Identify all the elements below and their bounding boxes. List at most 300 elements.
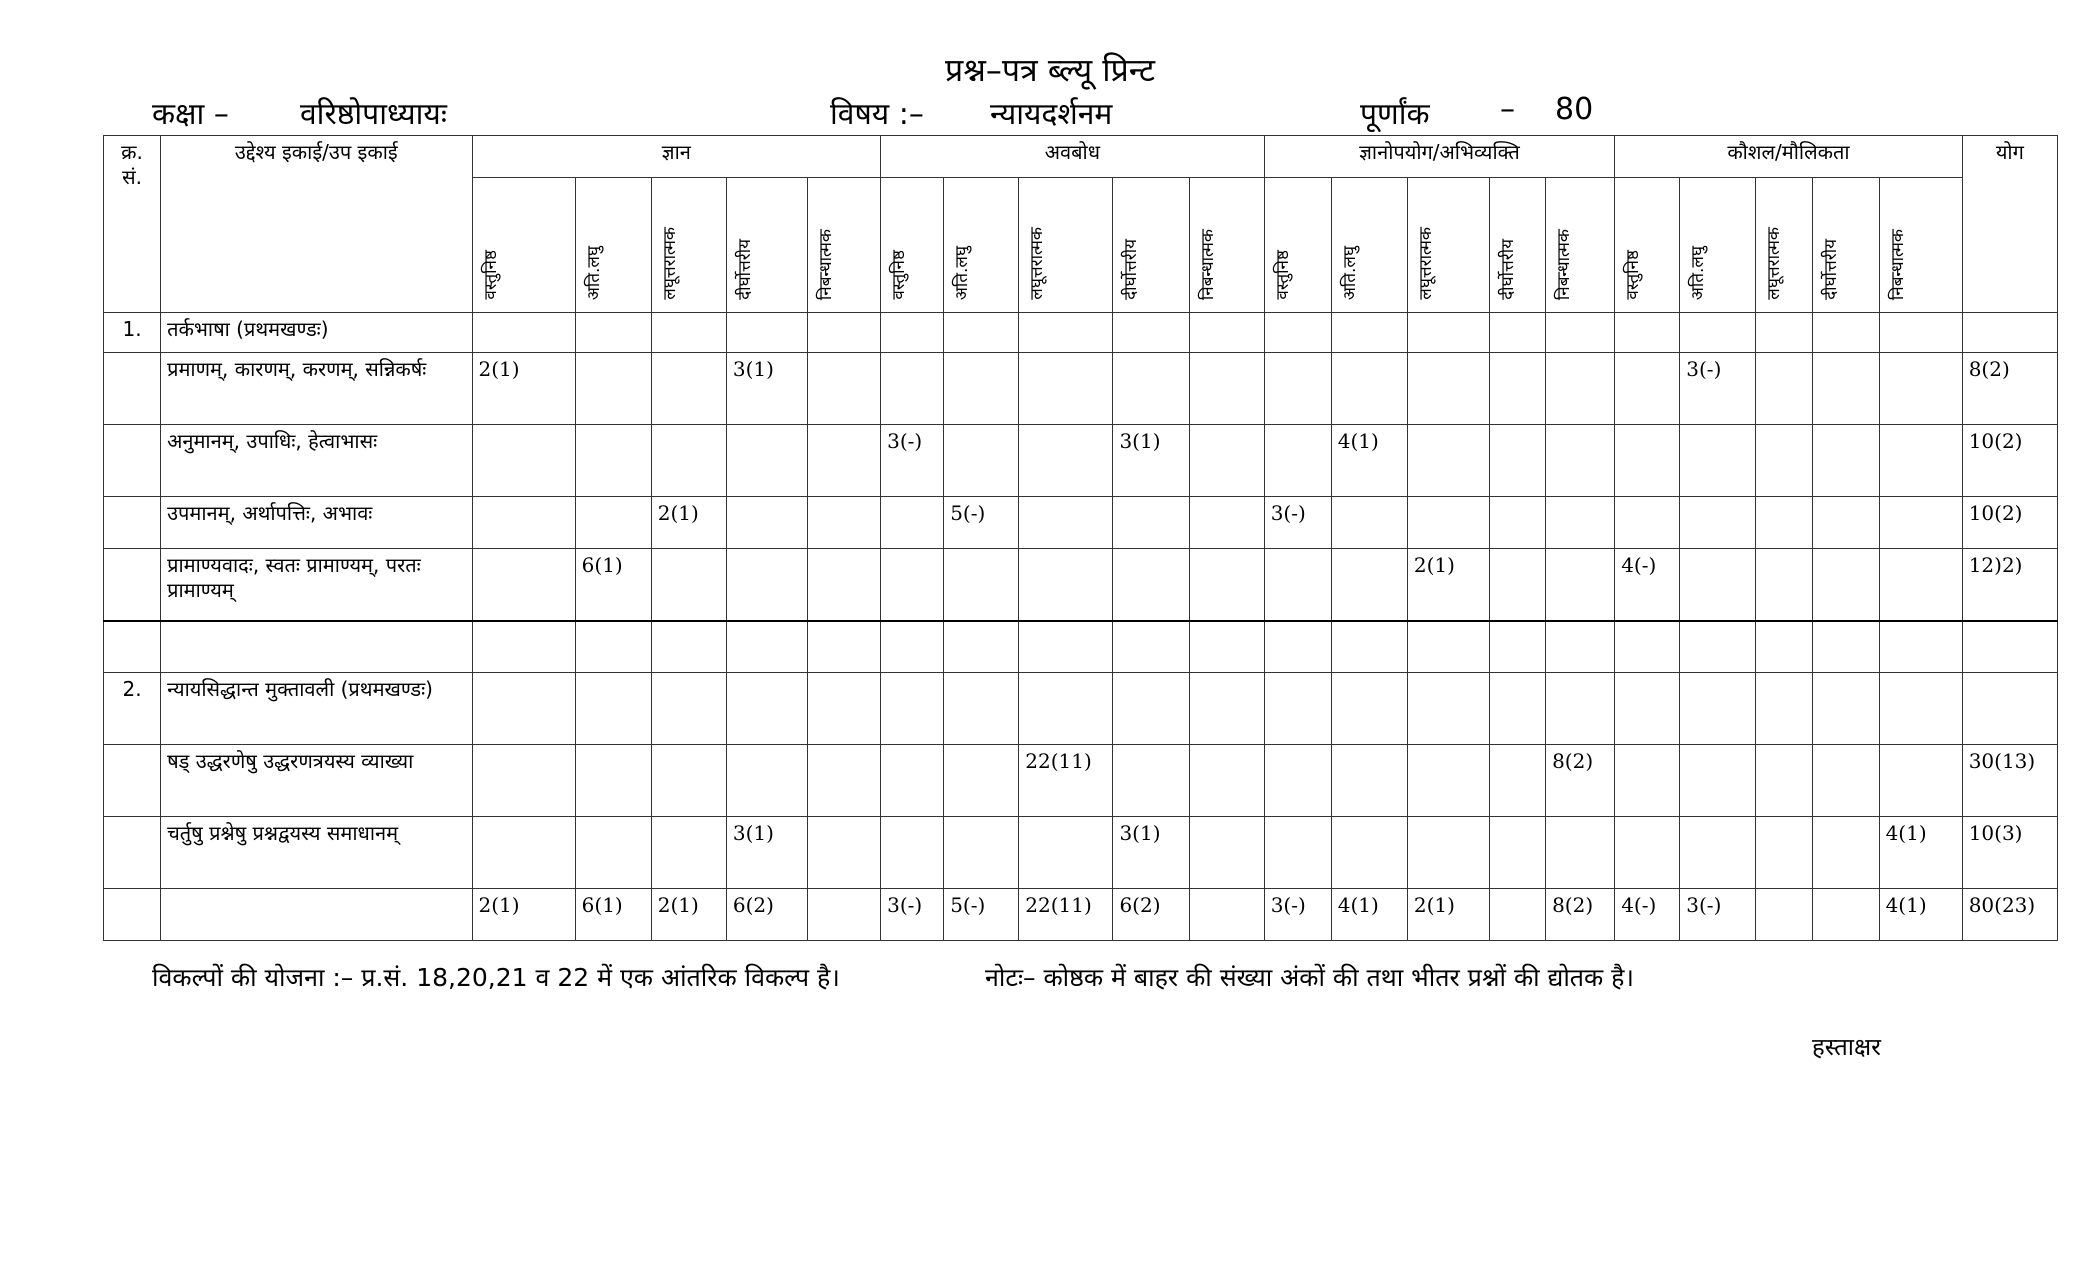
score-cell (1680, 549, 1756, 621)
subheader-label: वस्तुनिष्ठ (1272, 250, 1293, 300)
score-cell (1680, 745, 1756, 817)
score-cell (1264, 621, 1331, 673)
score-cell (1189, 673, 1264, 745)
total-cell (1962, 621, 2057, 673)
score-cell (651, 817, 726, 889)
score-cell (1189, 549, 1264, 621)
serial-number (104, 425, 161, 497)
score-cell (472, 817, 575, 889)
total-cell: 80(23) (1962, 889, 2057, 941)
score-cell (1615, 621, 1680, 673)
score-cell (1113, 621, 1189, 673)
subheader-label: वस्तुनिष्ठ (480, 250, 501, 300)
subheader-cell (1490, 178, 1546, 313)
score-cell (575, 353, 651, 425)
signature-label: हस्ताक्षर (1812, 1033, 1881, 1061)
score-cell (1756, 889, 1813, 941)
total-cell: 8(2) (1962, 353, 2057, 425)
unit-name: प्रामाण्यवादः, स्वतः प्रामाण्यम्, परतः प्रामाण्यम् (161, 549, 472, 621)
subheader-cell (1615, 178, 1680, 313)
score-cell (1331, 817, 1407, 889)
unit-name: तर्कभाषा (प्रथमखण्डः) (161, 313, 472, 353)
score-cell: 6(2) (1113, 889, 1189, 941)
score-cell: 8(2) (1546, 745, 1615, 817)
unit-name: न्यायसिद्धान्त मुक्तावली (प्रथमखण्डः) (161, 673, 472, 745)
score-cell (651, 353, 726, 425)
score-cell: 3(-) (1264, 497, 1331, 549)
score-cell (575, 673, 651, 745)
score-cell (1019, 549, 1113, 621)
serial-number (104, 549, 161, 621)
score-cell (1680, 425, 1756, 497)
marks-value: 80 (1555, 92, 1594, 127)
score-cell (1813, 621, 1879, 673)
score-cell: 3(-) (1680, 353, 1756, 425)
score-cell (1813, 549, 1879, 621)
score-cell (944, 549, 1019, 621)
serial-number (104, 745, 161, 817)
score-cell (575, 817, 651, 889)
score-cell (1615, 817, 1680, 889)
subheader-cell (472, 178, 575, 313)
score-cell: 4(1) (1331, 889, 1407, 941)
score-cell (1264, 745, 1331, 817)
subheader-label: दीर्घोत्तरीय (1121, 239, 1142, 300)
subheader-label: निबन्धात्मक (816, 228, 836, 300)
score-cell (1813, 889, 1879, 941)
score-cell (1879, 621, 1962, 673)
score-cell (1756, 621, 1813, 673)
score-cell (472, 425, 575, 497)
page-title: प्रश्न–पत्र ब्ल्यू प्रिन्ट (945, 51, 1155, 89)
total-cell: 10(2) (1962, 497, 2057, 549)
blueprint-table (103, 135, 2058, 941)
score-cell (651, 313, 726, 353)
score-cell (1331, 353, 1407, 425)
total-cell (1962, 313, 2057, 353)
score-cell (1879, 673, 1962, 745)
serial-number (104, 621, 161, 673)
score-cell (651, 549, 726, 621)
unit-name (161, 621, 472, 673)
score-cell: 2(1) (651, 497, 726, 549)
score-cell (1490, 745, 1546, 817)
score-cell: 6(1) (575, 549, 651, 621)
score-cell (575, 745, 651, 817)
score-cell (944, 817, 1019, 889)
score-cell (944, 425, 1019, 497)
score-cell (881, 313, 944, 353)
score-cell (1189, 313, 1264, 353)
total-cell (1962, 673, 2057, 745)
score-cell (1813, 425, 1879, 497)
score-cell (881, 817, 944, 889)
subheader-label: वस्तुनिष्ठ (889, 250, 910, 300)
score-cell (1113, 353, 1189, 425)
subheader-cell (1189, 178, 1264, 313)
unit-header: उद्देश्य इकाई/उप इकाई (161, 136, 472, 313)
group-header-understanding: अवबोध (881, 136, 1265, 178)
score-cell (1189, 817, 1264, 889)
total-cell: 10(3) (1962, 817, 2057, 889)
score-cell (1879, 497, 1962, 549)
score-cell: 22(11) (1019, 889, 1113, 941)
score-cell (1490, 889, 1546, 941)
table-row (104, 673, 2058, 745)
class-value: वरिष्ठोपाध्यायः (300, 97, 447, 132)
score-cell: 2(1) (1407, 549, 1489, 621)
score-cell (1264, 425, 1331, 497)
score-cell (1756, 673, 1813, 745)
score-cell (1680, 313, 1756, 353)
score-cell (1113, 497, 1189, 549)
score-cell (1189, 621, 1264, 673)
unit-name: उपमानम्, अर्थापत्तिः, अभावः (161, 497, 472, 549)
subheader-label: निबन्धात्मक (1554, 228, 1575, 300)
score-cell (944, 621, 1019, 673)
score-cell: 3(1) (726, 817, 807, 889)
marks-dash: – (1500, 92, 1515, 127)
score-cell (1407, 621, 1489, 673)
score-cell (1615, 745, 1680, 817)
subheader-label: अति.लघु (952, 245, 973, 300)
score-cell (1019, 817, 1113, 889)
score-cell (1546, 353, 1615, 425)
score-cell (1331, 549, 1407, 621)
score-cell (1680, 621, 1756, 673)
score-cell (1879, 313, 1962, 353)
score-cell (1756, 497, 1813, 549)
score-cell (1490, 621, 1546, 673)
score-cell (1189, 889, 1264, 941)
score-cell (575, 425, 651, 497)
score-cell (472, 549, 575, 621)
subheader-cell (1879, 178, 1962, 313)
score-cell (472, 497, 575, 549)
score-cell (808, 889, 881, 941)
score-cell: 5(-) (944, 889, 1019, 941)
table-row (104, 745, 2058, 817)
score-cell (1407, 745, 1489, 817)
score-cell: 4(-) (1615, 889, 1680, 941)
score-cell: 2(1) (472, 889, 575, 941)
subheader-cell (944, 178, 1019, 313)
subject-label: विषय :– (830, 97, 924, 132)
score-cell (1490, 549, 1546, 621)
score-cell: 6(1) (575, 889, 651, 941)
score-cell (1019, 353, 1113, 425)
subheader-label: लघूत्तरात्मक (1415, 227, 1436, 300)
score-cell (881, 549, 944, 621)
score-cell (944, 745, 1019, 817)
score-cell (1113, 745, 1189, 817)
table-row (104, 549, 2058, 621)
score-cell (1490, 313, 1546, 353)
subheader-cell (1813, 178, 1879, 313)
subheader-label: दीर्घोत्तरीय (734, 239, 755, 300)
subheader-label: अति.लघु (1339, 245, 1360, 300)
score-cell (944, 673, 1019, 745)
score-cell: 4(1) (1879, 817, 1962, 889)
subheader-cell (1019, 178, 1113, 313)
score-cell (808, 353, 881, 425)
score-cell: 4(1) (1331, 425, 1407, 497)
table-row (104, 621, 2058, 673)
score-cell (808, 313, 881, 353)
score-cell: 3(1) (1113, 817, 1189, 889)
score-cell (881, 497, 944, 549)
score-cell (726, 313, 807, 353)
score-cell (1756, 425, 1813, 497)
subject-value: न्यायदर्शनम (990, 97, 1113, 132)
score-cell (472, 313, 575, 353)
score-cell (1680, 673, 1756, 745)
score-cell (808, 497, 881, 549)
score-cell (1407, 313, 1489, 353)
score-cell (1264, 673, 1331, 745)
subheader-cell (1546, 178, 1615, 313)
score-cell (1264, 353, 1331, 425)
score-cell: 8(2) (1546, 889, 1615, 941)
score-cell: 3(1) (1113, 425, 1189, 497)
score-cell (881, 745, 944, 817)
serial-number-header: क्र. सं. (104, 136, 161, 313)
score-cell (575, 621, 651, 673)
score-cell (1546, 621, 1615, 673)
score-cell (944, 313, 1019, 353)
score-cell: 3(-) (881, 889, 944, 941)
subheader-cell (881, 178, 944, 313)
unit-name: प्रमाणम्, कारणम्, करणम्, सन्निकर्षः (161, 353, 472, 425)
subheader-cell (1680, 178, 1756, 313)
score-cell: 3(-) (881, 425, 944, 497)
table-row (104, 817, 2058, 889)
score-cell (808, 621, 881, 673)
score-cell (1813, 353, 1879, 425)
score-cell (726, 497, 807, 549)
score-cell (808, 425, 881, 497)
score-cell (1490, 673, 1546, 745)
score-cell (1680, 497, 1756, 549)
score-cell (472, 621, 575, 673)
unit-name (161, 889, 472, 941)
score-cell: 3(-) (1264, 889, 1331, 941)
class-label: कक्षा – (152, 97, 229, 132)
score-cell (1407, 673, 1489, 745)
table-row (104, 425, 2058, 497)
score-cell (1756, 745, 1813, 817)
score-cell (1615, 497, 1680, 549)
score-cell (1879, 353, 1962, 425)
score-cell (726, 425, 807, 497)
subheader-label: दीर्घोत्तरीय (1498, 239, 1518, 300)
score-cell (1546, 425, 1615, 497)
score-cell (1264, 313, 1331, 353)
score-cell (1680, 817, 1756, 889)
subheader-cell (1331, 178, 1407, 313)
table-row (104, 353, 2058, 425)
score-cell (1113, 549, 1189, 621)
score-cell (1546, 313, 1615, 353)
score-cell (1189, 745, 1264, 817)
score-cell (1407, 497, 1489, 549)
subheader-label: दीर्घोत्तरीय (1821, 239, 1842, 300)
serial-number (104, 497, 161, 549)
score-cell (1019, 673, 1113, 745)
score-cell (1756, 549, 1813, 621)
group-header-application: ज्ञानोपयोग/अभिव्यक्ति (1264, 136, 1615, 178)
score-cell (1879, 425, 1962, 497)
score-cell: 3(-) (1680, 889, 1756, 941)
unit-name: षड् उद्धरणेषु उद्धरणत्रयस्य व्याख्या (161, 745, 472, 817)
score-cell (472, 745, 575, 817)
subheader-cell (651, 178, 726, 313)
score-cell (1615, 313, 1680, 353)
score-cell (1756, 817, 1813, 889)
score-cell (1615, 673, 1680, 745)
score-cell (1264, 817, 1331, 889)
score-cell (1264, 549, 1331, 621)
score-cell: 2(1) (651, 889, 726, 941)
score-cell: 2(1) (1407, 889, 1489, 941)
score-cell (1546, 549, 1615, 621)
score-cell (1019, 621, 1113, 673)
subheader-cell (1756, 178, 1813, 313)
subheader-label: वस्तुनिष्ठ (1623, 250, 1644, 300)
table-row (104, 889, 2058, 941)
score-cell (808, 673, 881, 745)
score-cell (651, 425, 726, 497)
score-cell (1546, 497, 1615, 549)
group-header-skill: कौशल/मौलिकता (1615, 136, 1963, 178)
subheader-label: निबन्धात्मक (1887, 228, 1908, 300)
score-cell (1331, 497, 1407, 549)
score-cell (575, 497, 651, 549)
score-cell (726, 621, 807, 673)
score-cell (1331, 621, 1407, 673)
score-cell (1331, 673, 1407, 745)
score-cell (1813, 673, 1879, 745)
total-cell: 10(2) (1962, 425, 2057, 497)
score-cell (1879, 549, 1962, 621)
score-cell (1615, 425, 1680, 497)
note: नोटः– कोष्ठक में बाहर की संख्या अंकों की तथा भीतर प्रश्नों की द्योतक है। (985, 963, 1634, 992)
score-cell (1331, 313, 1407, 353)
score-cell: 4(-) (1615, 549, 1680, 621)
score-cell (1756, 353, 1813, 425)
subheader-label: लघूत्तरात्मक (1027, 227, 1048, 300)
table-row (104, 497, 2058, 549)
table-row (104, 313, 2058, 353)
score-cell: 2(1) (472, 353, 575, 425)
score-cell (1546, 817, 1615, 889)
total-header: योग (1962, 136, 2057, 313)
score-cell (1615, 353, 1680, 425)
score-cell (1490, 817, 1546, 889)
score-cell (472, 673, 575, 745)
score-cell: 22(11) (1019, 745, 1113, 817)
score-cell (1189, 425, 1264, 497)
score-cell (1019, 425, 1113, 497)
score-cell (1113, 673, 1189, 745)
score-cell (1813, 817, 1879, 889)
subheader-label: निबन्धात्मक (1197, 228, 1218, 300)
score-cell (726, 745, 807, 817)
score-cell (1113, 313, 1189, 353)
score-cell (1490, 353, 1546, 425)
score-cell (1019, 313, 1113, 353)
score-cell (1407, 817, 1489, 889)
subheader-cell (726, 178, 807, 313)
score-cell (651, 745, 726, 817)
score-cell: 4(1) (1879, 889, 1962, 941)
subheader-cell (1113, 178, 1189, 313)
total-cell: 30(13) (1962, 745, 2057, 817)
subheader-cell (1407, 178, 1489, 313)
serial-number: 2. (104, 673, 161, 745)
score-cell (1407, 425, 1489, 497)
score-cell: 5(-) (944, 497, 1019, 549)
subheader-cell (1264, 178, 1331, 313)
score-cell (881, 353, 944, 425)
score-cell: 3(1) (726, 353, 807, 425)
subheader-label: लघूत्तरात्मक (659, 227, 680, 300)
group-header-row (104, 136, 2058, 178)
serial-number: 1. (104, 313, 161, 353)
score-cell (1490, 497, 1546, 549)
score-cell (651, 673, 726, 745)
score-cell: 6(2) (726, 889, 807, 941)
subheader-cell (808, 178, 881, 313)
score-cell (881, 621, 944, 673)
score-cell (1813, 313, 1879, 353)
subheader-label: अति.लघु (1688, 245, 1709, 300)
score-cell (1879, 745, 1962, 817)
subheader-label: लघूत्तरात्मक (1764, 227, 1785, 300)
serial-number (104, 889, 161, 941)
score-cell (944, 353, 1019, 425)
subheader-cell (575, 178, 651, 313)
unit-name: अनुमानम्, उपाधिः, हेत्वाभासः (161, 425, 472, 497)
score-cell (726, 673, 807, 745)
score-cell (726, 549, 807, 621)
score-cell (1019, 497, 1113, 549)
score-cell (881, 673, 944, 745)
score-cell (1813, 497, 1879, 549)
score-cell (1407, 353, 1489, 425)
unit-name: चर्तुषु प्रश्नेषु प्रश्नद्वयस्य समाधानम् (161, 817, 472, 889)
score-cell (1189, 353, 1264, 425)
total-cell: 12)2) (1962, 549, 2057, 621)
score-cell (1546, 673, 1615, 745)
score-cell (808, 745, 881, 817)
marks-label: पूर्णांक (1360, 97, 1430, 132)
serial-number (104, 817, 161, 889)
serial-number (104, 353, 161, 425)
score-cell (651, 621, 726, 673)
score-cell (1756, 313, 1813, 353)
score-cell (575, 313, 651, 353)
score-cell (808, 549, 881, 621)
subheader-label: अति.लघु (583, 245, 604, 300)
score-cell (1189, 497, 1264, 549)
options-scheme: विकल्पों की योजना :– प्र.सं. 18,20,21 व 22 में एक आंतरिक विकल्प है। (152, 963, 840, 992)
score-cell (1331, 745, 1407, 817)
score-cell (1813, 745, 1879, 817)
score-cell (1490, 425, 1546, 497)
score-cell (808, 817, 881, 889)
group-header-knowledge: ज्ञान (472, 136, 881, 178)
